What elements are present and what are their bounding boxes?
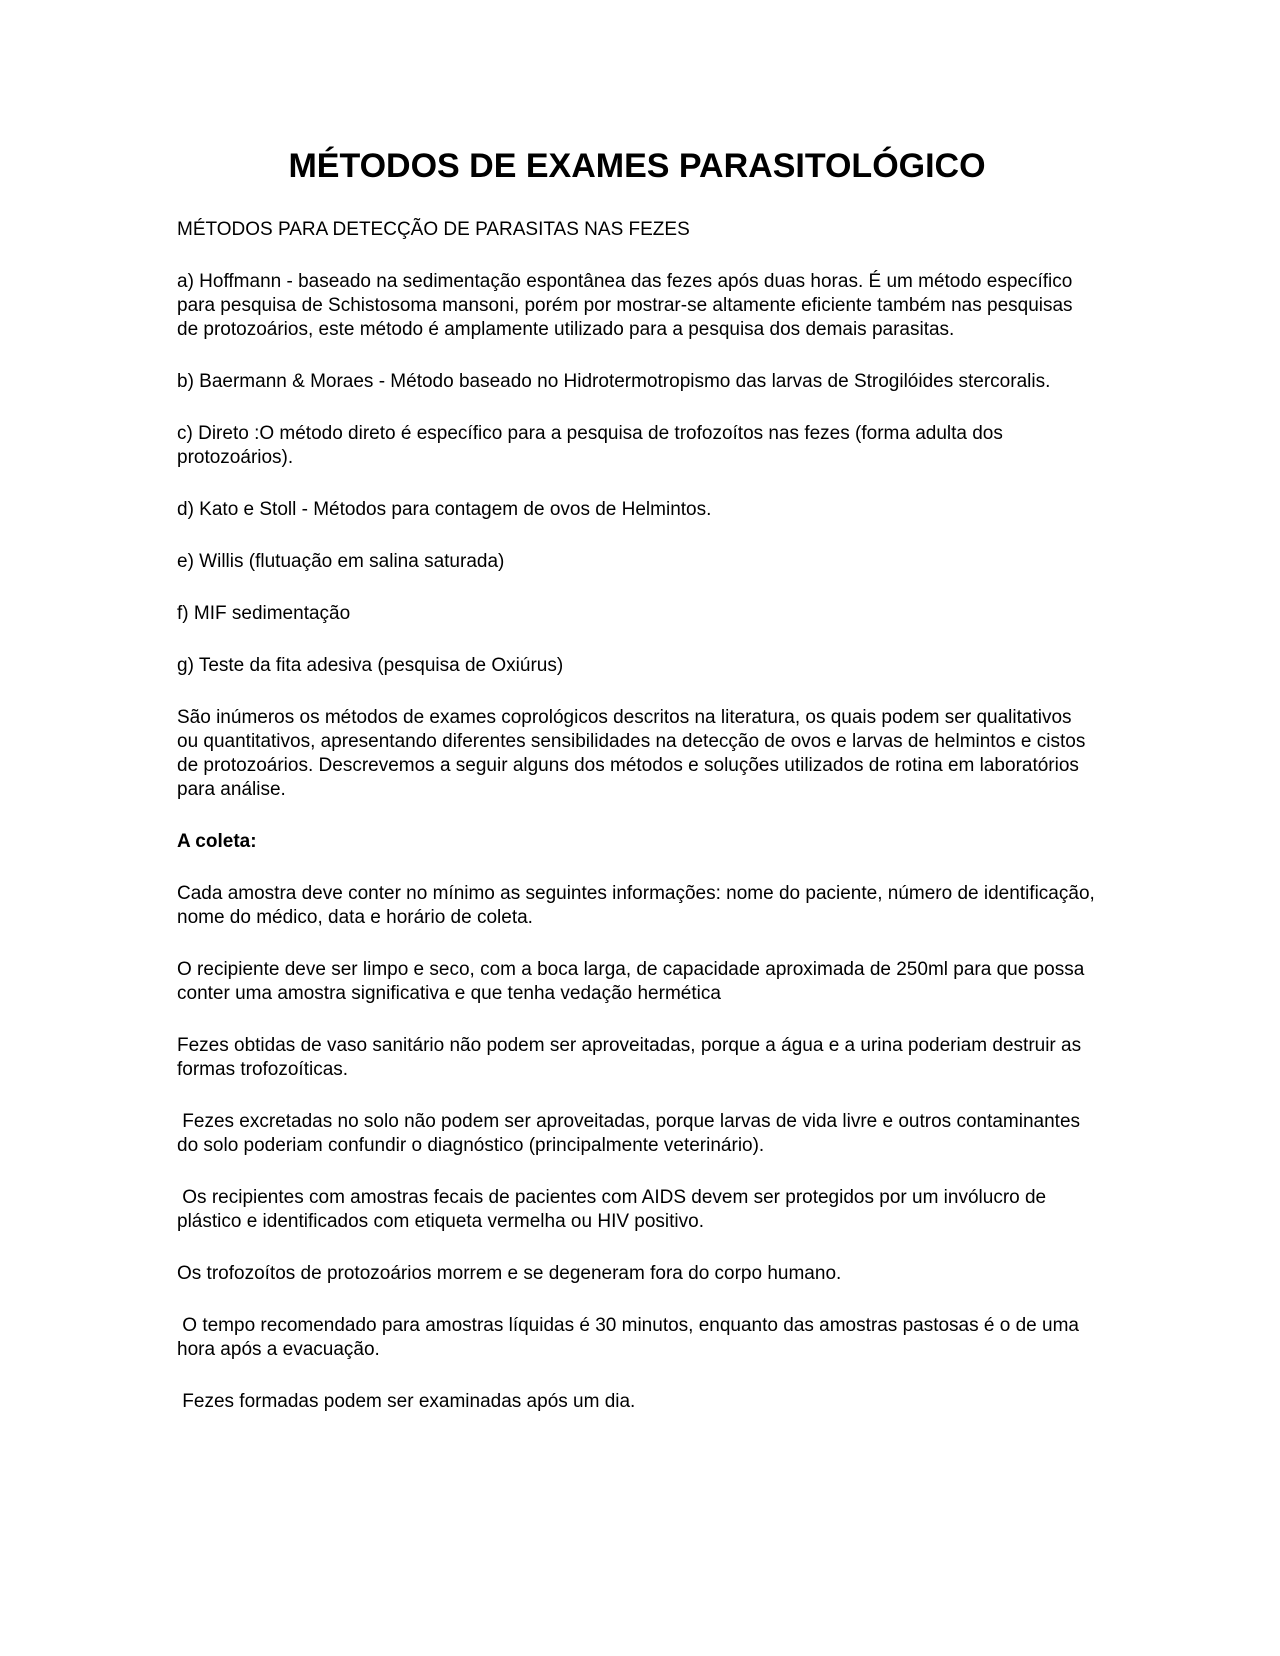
method-item-f: f) MIF sedimentação	[177, 603, 351, 624]
collection-paragraph: Os recipientes com amostras fecais de pacientes com AIDS devem ser protegidos por um invólucro de plástico e identificados com etiqueta vermelha ou HIV positivo.	[177, 1187, 1052, 1232]
document-content	[177, 142, 1101, 1414]
collection-paragraph: O tempo recomendado para amostras líquidas é 30 minutos, enquanto das amostras pastosas é o de uma hora após a evacuação.	[177, 1315, 1085, 1360]
section-subheading: MÉTODOS PARA DETECÇÃO DE PARASITAS NAS FEZES	[177, 219, 690, 240]
intro-paragraph: São inúmeros os métodos de exames coprológicos descritos na literatura, os quais podem ser qualitativos ou quantitativos, apresentando diferentes sensibilidades na detecção de ovos e larvas de helmintos e cistos de protozoários. Descrevemos a seguir alguns dos métodos e soluções utilizados de rotina em laboratórios para análise.	[177, 707, 1091, 800]
collection-paragraph: O recipiente deve ser limpo e seco, com a boca larga, de capacidade aproximada de 250ml para que possa conter uma amostra significativa e que tenha vedação hermética	[177, 959, 1090, 1004]
method-item-c: c) Direto :O método direto é específico para a pesquisa de trofozoítos nas fezes (forma adulta dos protozoários).	[177, 423, 1009, 468]
method-item-b: b) Baermann & Moraes - Método baseado no Hidrotermotropismo das larvas de Strogilóides stercoralis.	[177, 371, 1051, 392]
document-title: MÉTODOS DE EXAMES PARASITOLÓGICO	[288, 147, 986, 185]
collection-paragraph: Os trofozoítos de protozoários morrem e se degeneram fora do corpo humano.	[177, 1263, 842, 1284]
method-item-d: d) Kato e Stoll - Métodos para contagem de ovos de Helmintos.	[177, 499, 712, 520]
method-item-g: g) Teste da fita adesiva (pesquisa de Oxiúrus)	[177, 655, 564, 676]
collection-paragraph: Fezes obtidas de vaso sanitário não podem ser aproveitadas, porque a água e a urina poderiam destruir as formas trofozoíticas.	[177, 1035, 1087, 1080]
collection-heading: A coleta:	[177, 831, 257, 852]
method-item-a: a) Hoffmann - baseado na sedimentação espontânea das fezes após duas horas. É um método específico para pesquisa de Schistosoma mansoni, porém por mostrar-se altamente eficiente também nas pesquisas de protozoários, este método é amplamente utilizado para a pesquisa dos demais parasitas.	[177, 271, 1078, 340]
collection-paragraph: Fezes excretadas no solo não podem ser aproveitadas, porque larvas de vida livre e outros contaminantes do solo poderiam confundir o diagnóstico (principalmente veterinário).	[177, 1111, 1086, 1156]
method-item-e: e) Willis (flutuação em salina saturada)	[177, 551, 505, 572]
collection-paragraph: Cada amostra deve conter no mínimo as seguintes informações: nome do paciente, número de identificação, nome do médico, data e horário de coleta.	[177, 883, 1101, 928]
collection-paragraph: Fezes formadas podem ser examinadas após um dia.	[177, 1391, 636, 1412]
